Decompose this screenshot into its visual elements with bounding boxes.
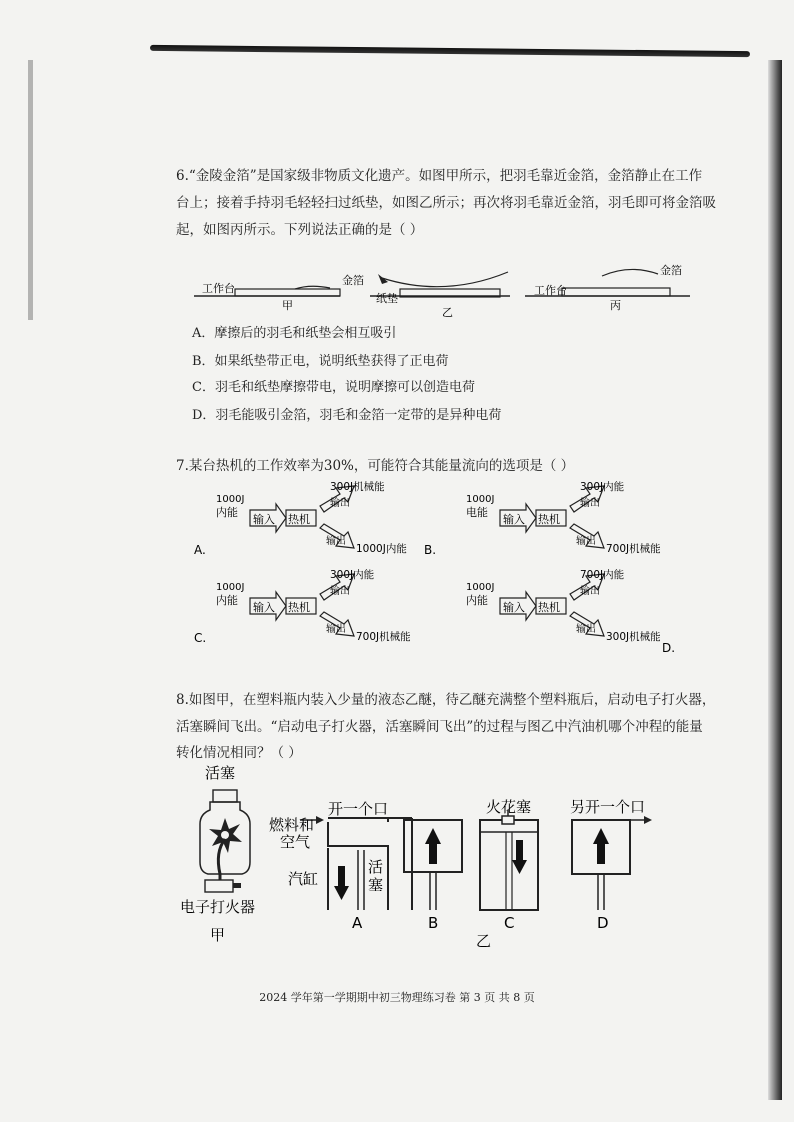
q8-fig-igniter-label: 电子打火器 — [180, 898, 256, 916]
q8-fig-spark-plug-label: 火花塞 — [486, 798, 532, 816]
q7-engine-label: 热机 — [288, 601, 310, 614]
q8-fig-fuel-air-line2: 空气 — [280, 833, 311, 851]
q8-fig-piston-label-2: 塞 — [368, 876, 384, 894]
q7-output-label-lower: 输出 — [326, 624, 346, 635]
q6-fig3-caption: 丙 — [610, 299, 621, 312]
q7-output-label-lower: 输出 — [576, 624, 596, 635]
q6-option-a: A．摩擦后的羽毛和纸垫会相互吸引 — [192, 326, 397, 341]
plastic-bottle-diagram — [200, 790, 250, 892]
q8-fig-label-d: D — [597, 914, 609, 932]
q6-fig1-caption: 甲 — [282, 299, 293, 312]
q7-output-upper: 300J机械能 — [330, 481, 385, 493]
q7-diagram-2 — [424, 480, 661, 557]
q7-output-label-upper: 输出 — [580, 498, 600, 509]
q8-fig-label-c: C — [504, 914, 515, 932]
q8-fig-label-b: B — [428, 914, 439, 932]
q7-input-amount: 1000J — [466, 582, 495, 593]
q7-input-amount: 1000J — [216, 582, 245, 593]
q7-input-amount: 1000J — [466, 494, 495, 505]
scan-shadow-right — [768, 60, 782, 1100]
q8-fig-piston-label-1: 活 — [368, 858, 384, 876]
q8-fig-open-another-label: 另开一个口 — [570, 798, 646, 816]
q6-option-b: B．如果纸垫带正电，说明纸垫获得了正电荷 — [192, 354, 449, 369]
q6-stem-line3: 起，如图丙所示。下列说法正确的是（ ） — [176, 222, 424, 238]
q7-engine-label: 热机 — [538, 601, 560, 614]
q7-stem: 7.某台热机的工作效率为30%，可能符合其能量流向的选项是（ ） — [176, 458, 575, 474]
q8-figure — [180, 762, 660, 962]
stroke-diagram-d — [572, 816, 652, 910]
q7-output-lower: 300J机械能 — [606, 631, 661, 643]
q6-fig1-desk-label: 工作台 — [202, 282, 235, 295]
q8-stem-line2: 活塞瞬间飞出。“启动电子打火器，活塞瞬间飞出”的过程与图乙中汽油机哪个冲程的能量 — [176, 719, 703, 735]
q7-output-upper: 700J内能 — [580, 569, 625, 581]
q7-engine-label: 热机 — [538, 513, 560, 526]
q8-stem-line1: 8.如图甲，在塑料瓶内装入少量的液态乙醚，待乙醚充满整个塑料瓶后，启动电子打火器， — [176, 692, 716, 708]
q7-output-label-lower: 输出 — [576, 536, 596, 547]
q7-input-label: 输入 — [253, 513, 275, 526]
q6-fig2-pad-label: 纸垫 — [376, 292, 398, 305]
q7-output-upper: 300J内能 — [330, 569, 375, 581]
page-footer: 2024 学年第一学期期中初三物理练习卷 第 3 页 共 8 页 — [259, 991, 535, 1004]
q7-input-kind: 内能 — [216, 594, 238, 607]
q8-fig-fuel-air-line1: 燃料和 — [269, 816, 315, 834]
q8-fig-open-one-label: 开一个口 — [328, 800, 389, 818]
q6-stem-line2: 台上；接着手持羽毛轻轻扫过纸垫，如图乙所示；再次将羽毛靠近金箔，羽毛即可将金箔吸 — [176, 195, 716, 211]
q7-diagram-3 — [194, 568, 411, 645]
q7-input-kind: 内能 — [216, 506, 238, 519]
q7-option-letter: C. — [194, 631, 207, 645]
q7-input-amount: 1000J — [216, 494, 245, 505]
q8-fig-piston-top-label: 活塞 — [205, 764, 236, 782]
q8-fig-caption-left: 甲 — [210, 926, 226, 944]
q8-fig-cylinder-label: 汽缸 — [288, 870, 319, 888]
q7-input-kind: 内能 — [466, 594, 488, 607]
q6-figure — [190, 258, 700, 320]
q7-output-label-upper: 输出 — [330, 498, 350, 509]
q8-fig-label-a: A — [352, 914, 363, 932]
q7-input-label: 输入 — [253, 601, 275, 614]
q7-output-label-upper: 输出 — [330, 586, 350, 597]
q7-output-lower: 1000J内能 — [356, 543, 407, 555]
q6-fig1-foil-label: 金箔 — [342, 274, 364, 287]
q6-option-d: D．羽毛能吸引金箔，羽毛和金箔一定带的是异种电荷 — [192, 408, 502, 423]
q6-fig3-desk-label: 工作台 — [534, 284, 567, 297]
q6-fig3-foil-label: 金箔 — [660, 264, 682, 277]
q7-option-letter: A. — [194, 543, 206, 557]
q6-stem-line1: 6.“金陵金箔”是国家级非物质文化遗产。如图甲所示，把羽毛靠近金箔，金箔静止在工作 — [176, 168, 703, 184]
q7-diagram-1 — [194, 480, 407, 557]
scan-shadow-left — [28, 60, 33, 320]
q7-output-label-upper: 输出 — [580, 586, 600, 597]
scan-shadow-top — [150, 45, 750, 57]
q7-input-label: 输入 — [503, 601, 525, 614]
q7-diagrams — [180, 480, 680, 655]
q7-input-label: 输入 — [503, 513, 525, 526]
q6-fig2-caption: 乙 — [442, 306, 453, 319]
stroke-diagram-c — [480, 810, 538, 910]
q7-input-kind: 电能 — [466, 506, 488, 519]
q7-engine-label: 热机 — [288, 513, 310, 526]
q7-output-upper: 300J内能 — [580, 481, 625, 493]
q8-stem-line3: 转化情况相同？（ ） — [176, 745, 302, 761]
q7-diagram-4 — [466, 568, 675, 655]
q7-output-lower: 700J机械能 — [356, 631, 411, 643]
q6-option-c: C．羽毛和纸垫摩擦带电，说明摩擦可以创造电荷 — [192, 380, 475, 395]
q7-option-letter: B. — [424, 543, 437, 557]
q8-fig-caption-right: 乙 — [476, 932, 492, 950]
stroke-diagram-a — [300, 816, 412, 910]
q7-option-letter: D. — [662, 641, 676, 655]
q7-output-label-lower: 输出 — [326, 536, 346, 547]
q7-output-lower: 700J机械能 — [606, 543, 661, 555]
